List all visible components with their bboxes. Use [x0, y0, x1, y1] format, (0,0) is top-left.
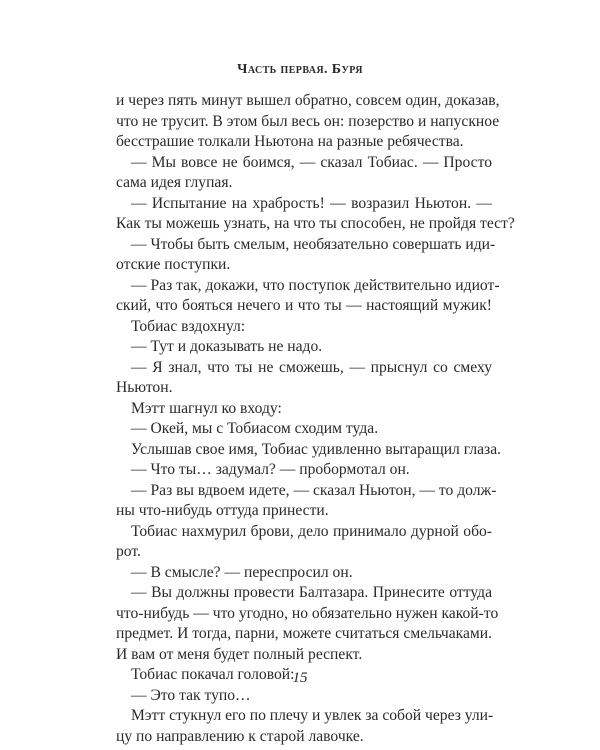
- page-number: 15: [292, 670, 308, 686]
- text-line: — Раз так, докажи, что поступок действительно идиот-: [131, 276, 500, 294]
- text-line: ский, что бояться нечего и что ты — настоящий мужик!: [116, 297, 492, 314]
- text-line: И вам от меня будет полный респект.: [116, 645, 363, 663]
- text-line: Как ты можешь узнать, на что ты способен, не пройдя тест?: [116, 215, 515, 232]
- text-line: — Вы должны провести Балтазара. Принесите оттуда: [131, 584, 492, 601]
- text-line: Тобиас нахмурил брови, дело принимало дурной обо-: [131, 522, 492, 540]
- text-line: что-нибудь — что угодно, но обязательно нужен какой-то: [116, 604, 499, 622]
- text-line: цу по направлению к старой лавочке.: [116, 727, 364, 745]
- text-line: — Испытание на храбрость! — возразил Ньютон. —: [131, 194, 492, 212]
- text-line: Ньютон.: [116, 379, 173, 396]
- text-line: что не трусит. В этом был весь он: позерство и напускное: [116, 112, 500, 130]
- text-line: — Я знал, что ты не сможешь, — прыснул со смеху: [131, 358, 492, 376]
- text-line: — Тут и доказывать не надо.: [131, 338, 323, 355]
- text-line: — Чтобы быть смелым, необязательно совершать иди-: [131, 235, 496, 253]
- running-head: Часть первая. Буря: [237, 62, 363, 77]
- text-line: — В смысле? — переспросил он.: [131, 563, 353, 581]
- text-line: Тобиас покачал головой:: [131, 666, 295, 683]
- text-line: рот.: [116, 543, 141, 560]
- text-line: — Мы вовсе не боимся, — сказал Тобиас. — Просто: [131, 153, 492, 171]
- text-line: и через пять минут вышел обратно, совсем один, доказав,: [116, 92, 500, 109]
- text-line: — Раз вы вдвоем идете, — сказал Ньютон, — то долж-: [131, 481, 497, 499]
- text-line: отские поступки.: [116, 256, 231, 273]
- text-line: Мэтт стукнул его по плечу и увлек за собой через ули-: [131, 707, 494, 724]
- text-line: Мэтт шагнул ко входу:: [131, 399, 282, 417]
- text-line: предмет. И тогда, парни, можете считаться смельчаками.: [116, 625, 492, 642]
- text-line: бесстрашие толкали Ньютона на разные ребячества.: [116, 133, 464, 150]
- text-line: Тобиас вздохнул:: [131, 317, 246, 335]
- text-line: — Что ты… задумал? — пробормотал он.: [131, 461, 410, 478]
- text-line: ны что-нибудь оттуда принести.: [116, 502, 329, 519]
- text-line: — Это так тупо…: [131, 686, 251, 704]
- text-line: сама идея глупая.: [116, 174, 233, 191]
- text-line: — Окей, мы с Тобиасом сходим туда.: [131, 420, 379, 437]
- body-text: [116, 91, 515, 747]
- text-line: Услышав свое имя, Тобиас удивленно вытаращил глаза.: [131, 440, 502, 458]
